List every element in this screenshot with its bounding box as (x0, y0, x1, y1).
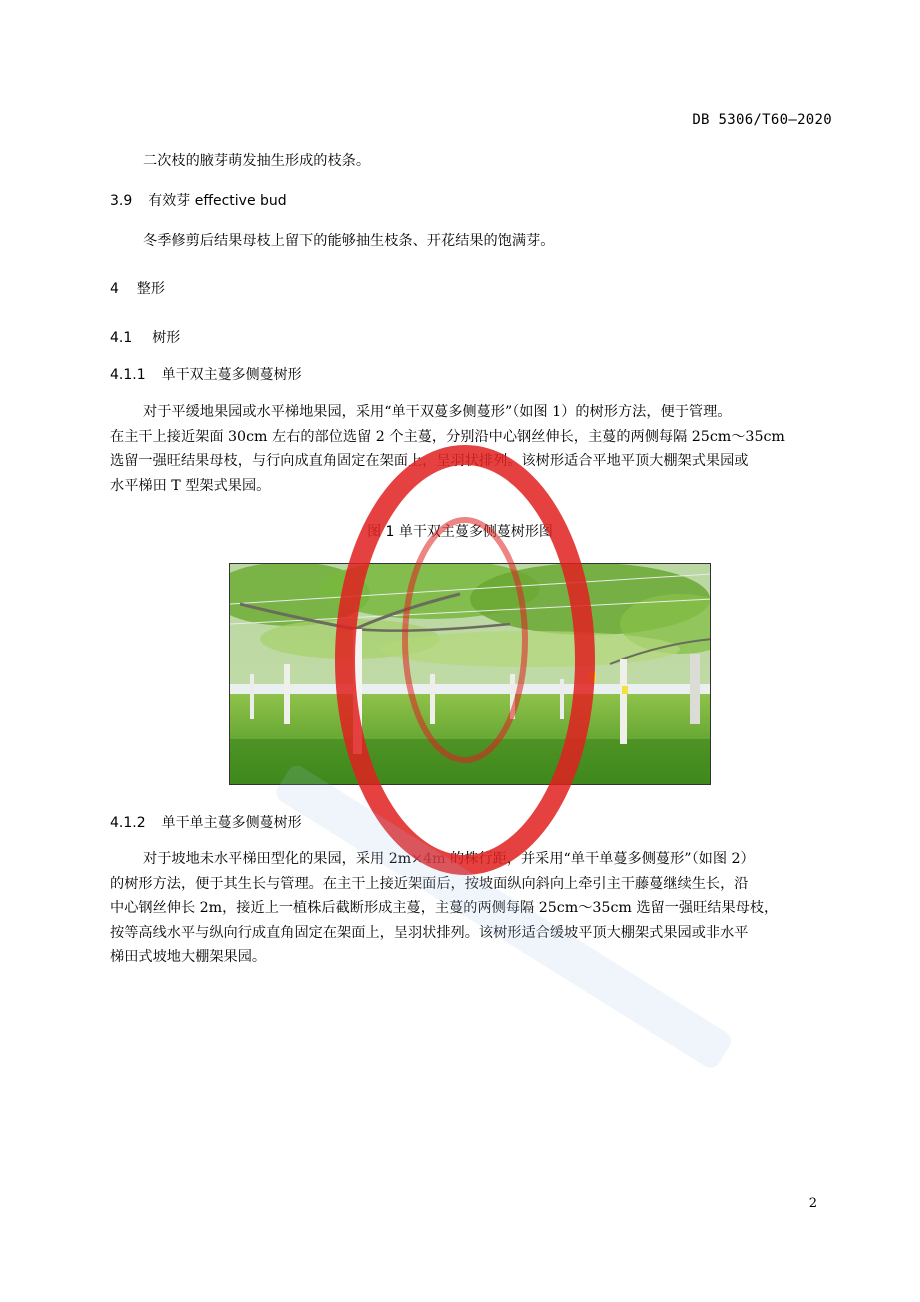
section-number: 4.1.1 (110, 367, 146, 383)
paragraph-line: 按等高线水平与纵向行成直角固定在架面上，呈羽状排列。该树形适合缓坡平顶大棚架式果园或非水平 (110, 924, 749, 941)
section-title: 单干单主蔓多侧蔓树形 (161, 815, 302, 831)
paragraph-3-8-tail: 二次枝的腋芽萌发抽生形成的枝条。 (143, 153, 371, 169)
paragraph-line: 对于坡地未水平梯田型化的果园，采用 2m×4m 的株行距，并采用“单干单蔓多侧蔓形”（如图 2） (143, 851, 755, 867)
section-4-1-1-heading (110, 364, 302, 384)
orchard-photo (229, 563, 711, 785)
paragraph-line: 中心钢丝伸长 2m，接近上一植株后截断形成主蔓，主蔓的两侧每隔 25cm～35cm 选留一强旺结果母枝， (110, 900, 779, 916)
section-number: 3.9 (110, 193, 133, 209)
section-number: 4.1 (110, 330, 133, 346)
paragraph-line: 水平梯田 T 型架式果园。 (110, 477, 271, 494)
orchard-illustration (230, 564, 711, 785)
page-number: 2 (808, 1196, 817, 1211)
paragraph-line: 选留一强旺结果母枝，与行向成直角固定在架面上，呈羽状排列。该树形适合平地平顶大棚架式果园或 (110, 453, 749, 469)
document-code: DB 5306/T60—2020 (692, 112, 832, 128)
paragraph-line: 梯田式坡地大棚架果园。 (110, 949, 267, 965)
section-title: 整形 (136, 281, 165, 297)
section-3-9-heading (110, 190, 287, 210)
section-title: 有效芽 effective bud (148, 193, 287, 209)
paragraph-line: 对于平缓地果园或水平梯地果园，采用“单干双蔓多侧蔓形”（如图 1）的树形方法，便于管理。 (143, 404, 732, 420)
paragraph-4-1-2 (110, 847, 840, 970)
section-title: 树形 (152, 330, 181, 346)
section-number: 4 (110, 281, 119, 297)
paragraph-4-1-1 (110, 400, 840, 498)
section-title: 单干双主蔓多侧蔓树形 (161, 367, 302, 383)
paragraph-3-9: 冬季修剪后结果母枝上留下的能够抽生枝条、开花结果的饱满芽。 (143, 233, 555, 249)
section-4-1-2-heading (110, 812, 302, 832)
section-number: 4.1.2 (110, 815, 146, 831)
section-4-1-heading (110, 327, 180, 347)
section-4-heading (110, 278, 165, 298)
figure-1-caption: 图 1 单干双主蔓多侧蔓树形图 (367, 524, 553, 540)
paragraph-line: 的树形方法，便于其生长与管理。在主干上接近架面后，按坡面纵向斜向上牵引主干藤蔓继续生长，沿 (110, 875, 749, 892)
paragraph-line: 在主干上接近架面 30cm 左右的部位选留 2 个主蔓，分别沿中心钢丝伸长，主蔓的两侧每隔 25cm～35cm (110, 428, 785, 445)
